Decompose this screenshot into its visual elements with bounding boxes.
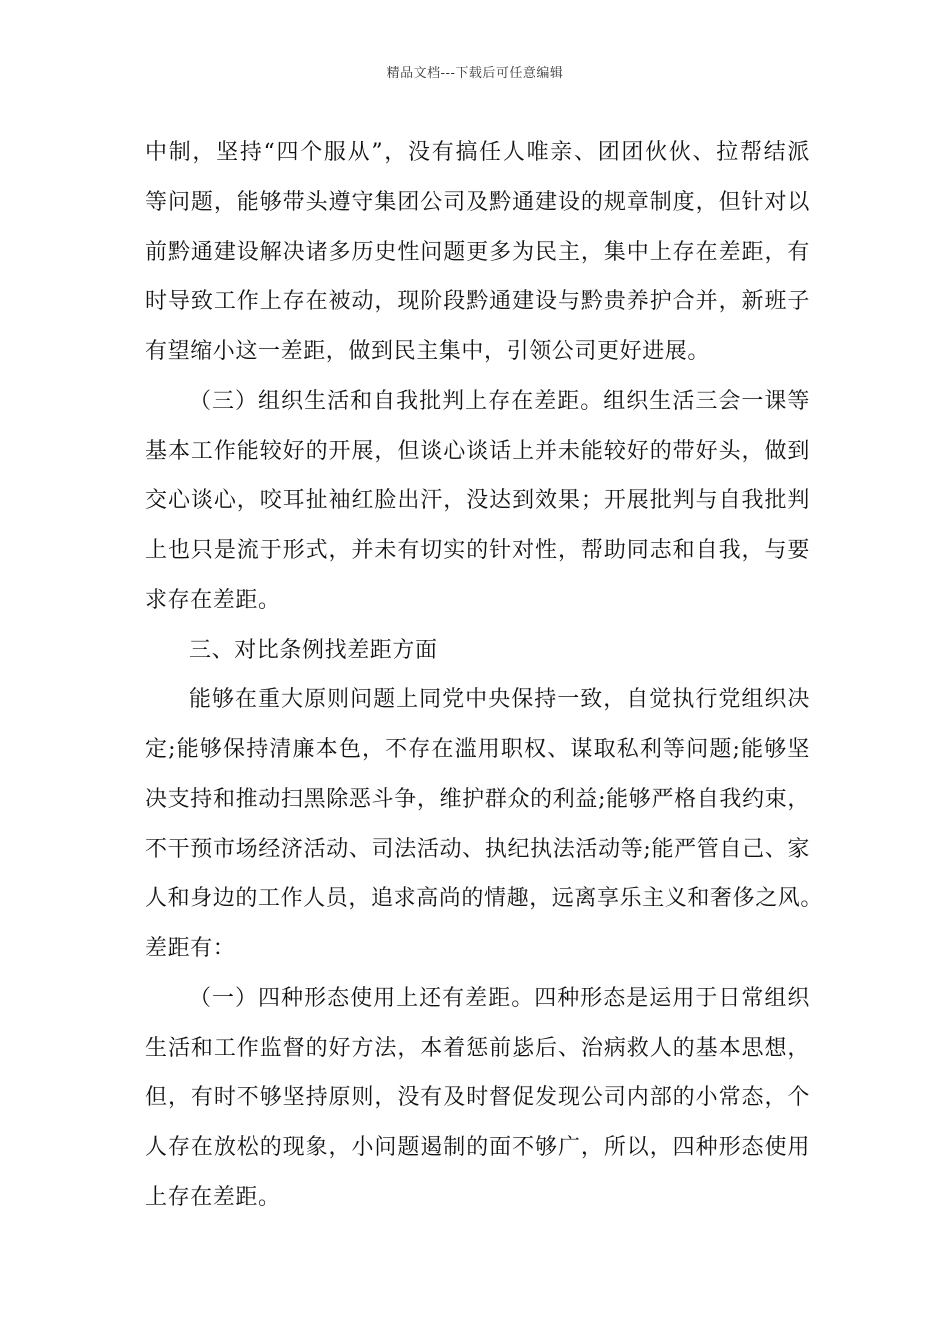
text-line: 有望缩小这一差距，做到民主集中，引领公司更好进展。 [145,339,711,364]
text-line: 人存在放松的现象，小问题遏制的面不够广，所以，四种形态使用 [145,1135,810,1160]
text-line: 但，有时不够坚持原则，没有及时督促发现公司内部的小常态，个 [145,1085,810,1111]
text-line: 上存在差距。 [145,1184,281,1210]
text-line: 上也只是流于形式，并未有切实的针对性，帮助同志和自我，与要 [145,538,810,563]
text-line: 中制，坚持“四个服从”，没有搞任人唯亲、团团伙伙、拉帮结派 [145,140,810,165]
text-line: 交心谈心，咬耳扯袖红脸出汗，没达到效果；开展批判与自我批判 [145,488,810,514]
text-line: 能够在重大原则问题上同党中央保持一致，自觉执行党组织决 [189,687,810,713]
section-heading: 三、对比条例找差距方面 [189,637,438,663]
page-header: 精品文档---下载后可任意编辑 [386,66,564,81]
paragraph-heading-line: （三）组织生活和自我批判上存在差距。组织生活三会一课等 [189,388,810,414]
paragraph-heading-line: （一）四种形态使用上还有差距。四种形态是运用于日常组织 [189,985,810,1011]
text-line: 定;能够保持清廉本色，不存在滥用职权、谋取私利等问题;能够坚 [145,737,810,762]
text-line: 决支持和推动扫黑除恶斗争，维护群众的利益;能够严格自我约束， [145,786,810,812]
text-line: 差距有： [145,936,236,961]
text-line: 求存在差距。 [145,587,281,613]
text-line: 等问题，能够带头遵守集团公司及黔通建设的规章制度，但针对以 [145,189,810,215]
text-line: 不干预市场经济活动、司法活动、执纪执法活动等;能严管自己、家 [145,836,810,862]
text-line: 生活和工作监督的好方法，本着惩前毖后、治病救人的基本思想， [145,1035,810,1061]
text-line: 人和身边的工作人员，追求高尚的情趣，远离享乐主义和奢侈之风。 [145,886,824,912]
text-line: 基本工作能较好的开展，但谈心谈话上并未能较好的带好头，做到 [145,438,810,464]
text-line: 时导致工作上存在被动，现阶段黔通建设与黔贵养护合并，新班子 [145,289,810,315]
text-line: 前黔通建设解决诸多历史性问题更多为民主，集中上存在差距，有 [145,239,810,265]
document-body [145,128,824,1223]
